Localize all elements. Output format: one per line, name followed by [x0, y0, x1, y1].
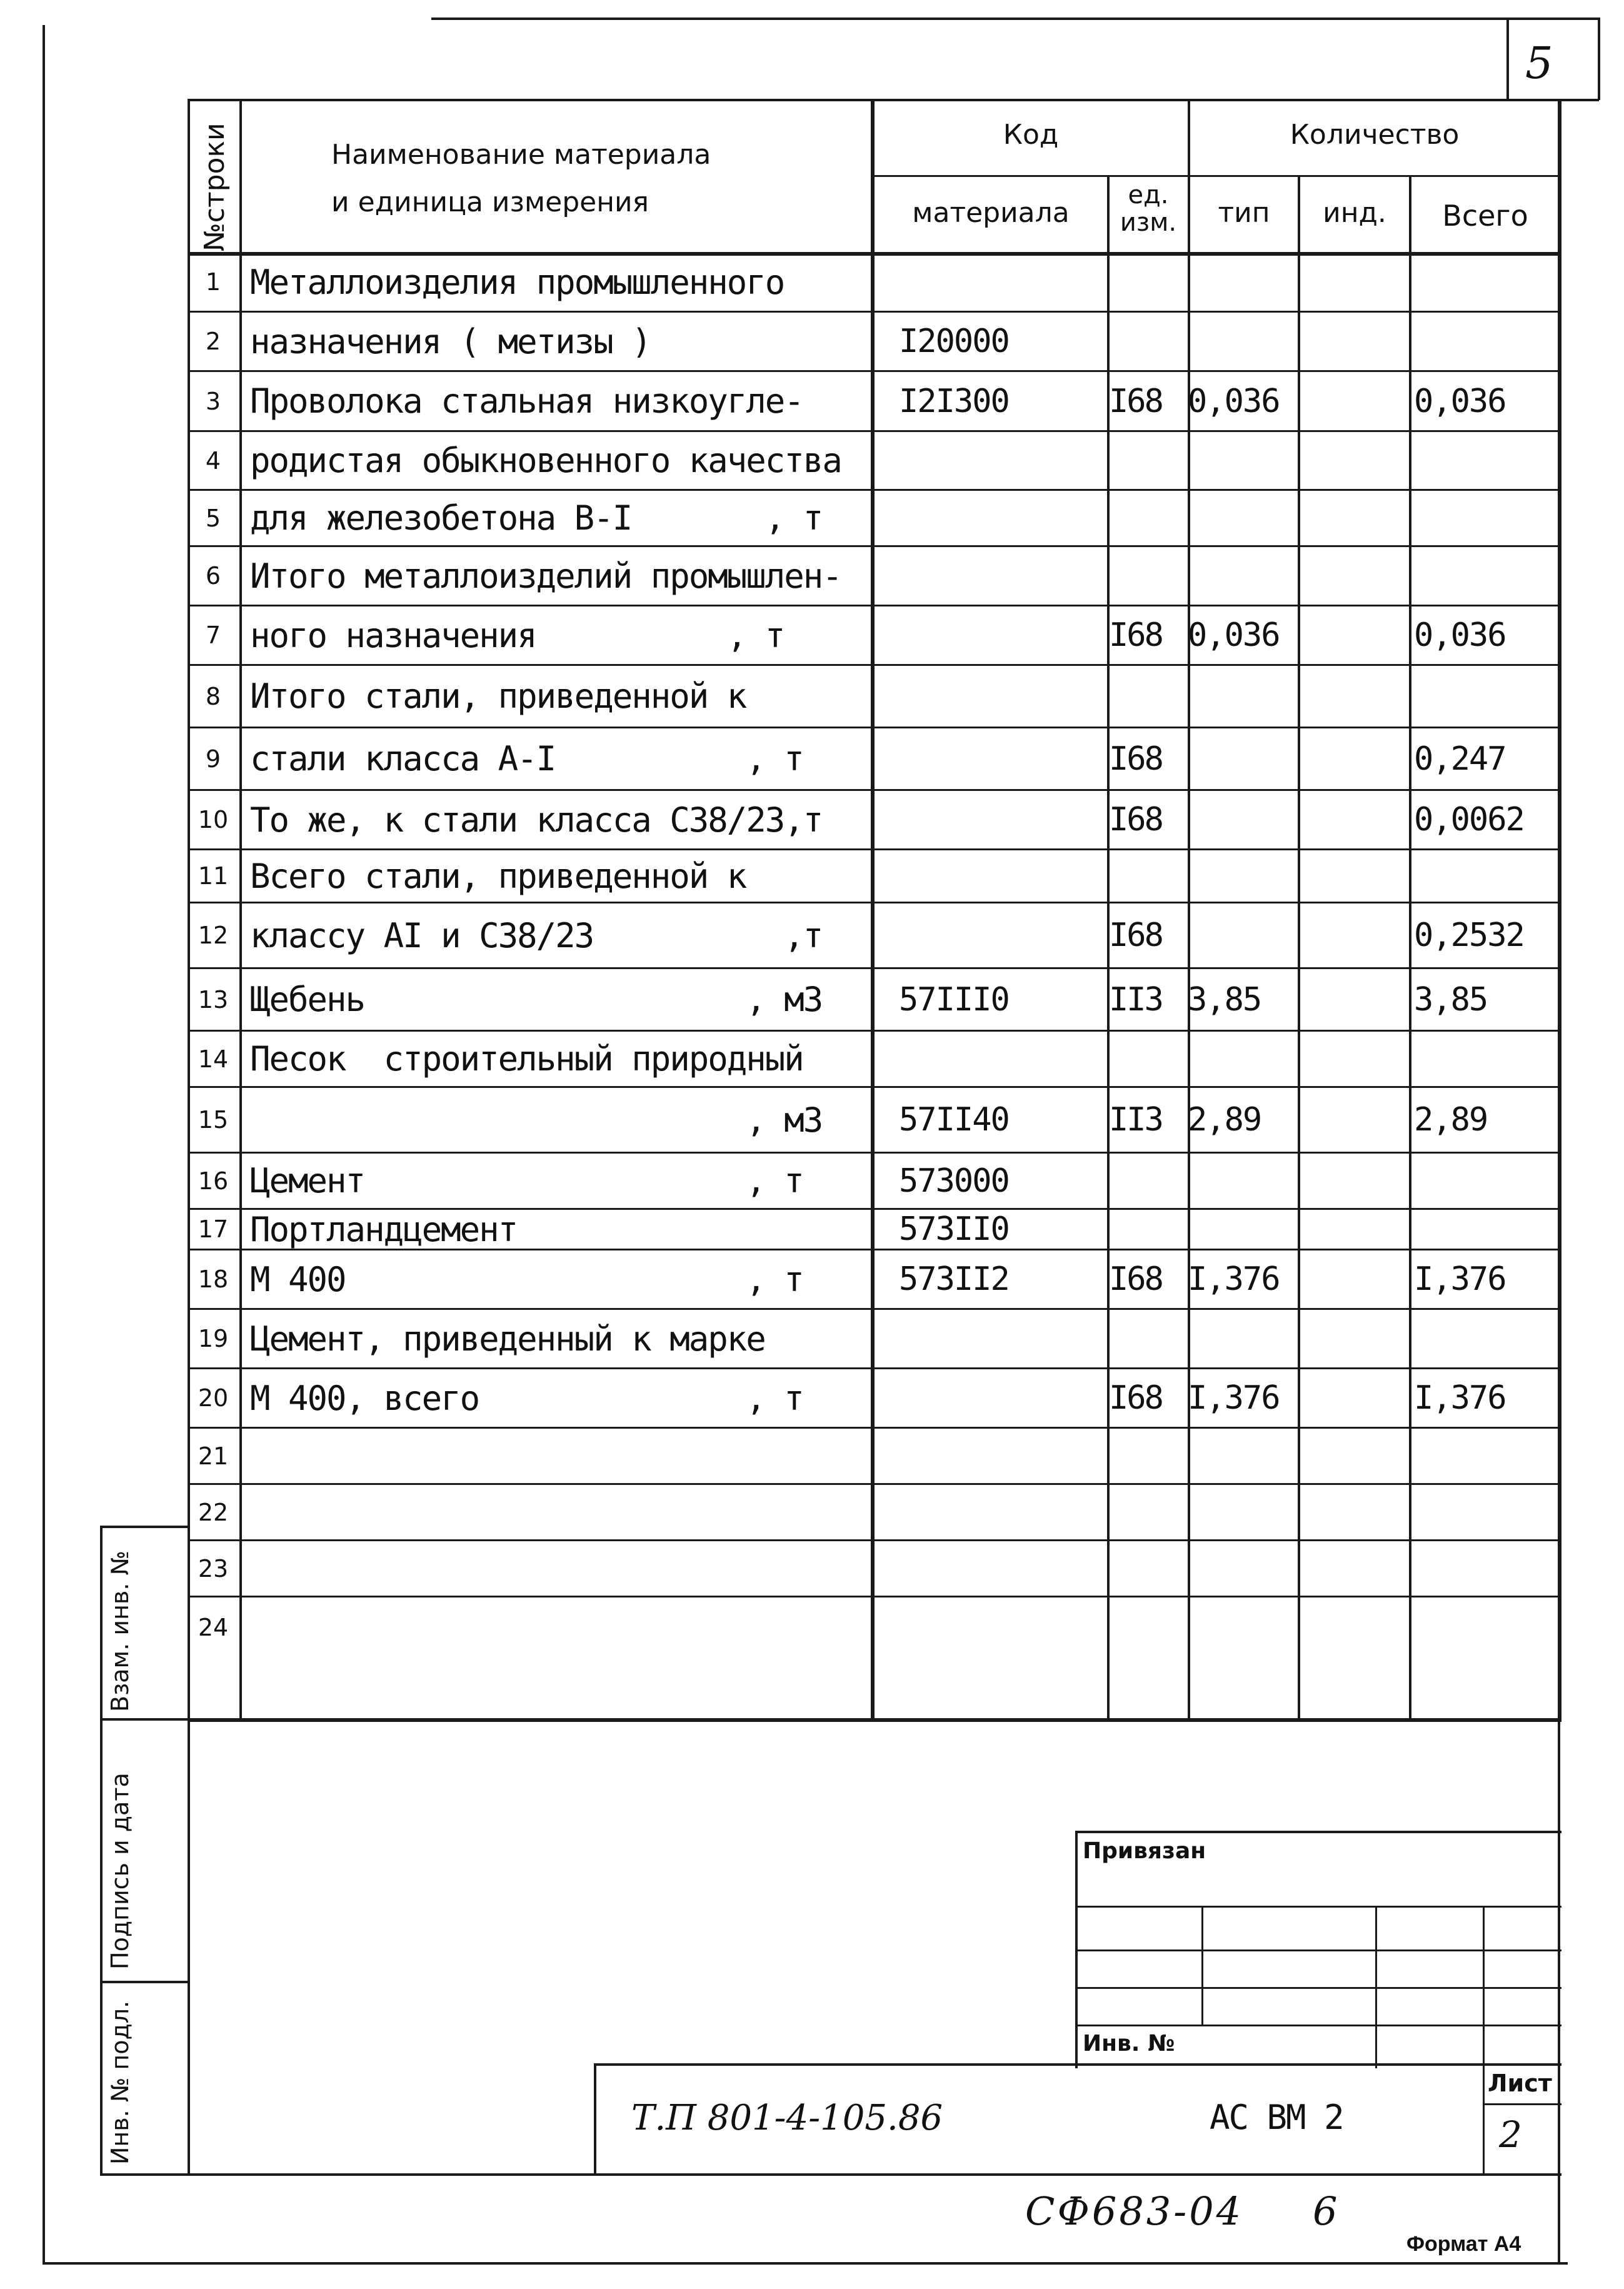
row-qty-ind [1300, 969, 1413, 1030]
row-number: 5 [205, 504, 221, 532]
tb-grid-h4 [1075, 2025, 1561, 2026]
row-number: 2 [205, 328, 221, 355]
footer-number: 6 [1313, 2188, 1338, 2234]
format-label: Формат А4 [1406, 2232, 1521, 2256]
row-name: родистая обыкновенного качества [250, 441, 841, 480]
table-row [188, 547, 1561, 606]
table-row [188, 432, 1561, 491]
row-name: Проволока стальная низкоугле- [250, 381, 803, 421]
row-name: М 400, всего , т [250, 1378, 803, 1418]
table-row [188, 313, 1561, 372]
row-qty-tip [1188, 728, 1300, 789]
row-qty-total [1414, 1032, 1564, 1086]
frame-left [43, 25, 45, 2263]
row-number: 9 [205, 745, 221, 773]
tb-grid-h2 [1075, 1949, 1561, 1951]
row-unit: I68 [1109, 1379, 1162, 1417]
row-code [893, 1310, 1124, 1367]
row-name: для железобетона В-I , т [250, 498, 823, 538]
header-code-unit: ед. изм. [1120, 181, 1177, 237]
row-number: 12 [198, 922, 229, 949]
row-qty-ind [1300, 903, 1413, 967]
row-code: I20000 [899, 323, 1009, 360]
row-number: 23 [198, 1554, 229, 1582]
row-qty-total [1414, 547, 1564, 605]
row-number: 21 [198, 1442, 229, 1470]
row-qty-total [1414, 850, 1564, 902]
row-qty-tip [1188, 1310, 1300, 1367]
row-qty-tip [1188, 1429, 1300, 1483]
row-qty-tip: 2,89 [1188, 1101, 1261, 1139]
tb-sheet-label: Лист [1488, 2070, 1552, 2097]
tb-doc-code: Т.П 801-4-105.86 [631, 2098, 943, 2138]
row-qty-ind [1300, 666, 1413, 727]
header-subrow-line [871, 175, 1561, 177]
row-name: , м3 [250, 1100, 823, 1140]
row-qty-total [1414, 666, 1564, 727]
row-qty-ind [1300, 1429, 1413, 1483]
row-code [893, 666, 1124, 727]
row-qty-ind [1300, 1088, 1413, 1152]
row-code [893, 253, 1124, 311]
row-name: Песок строительный природный [250, 1039, 803, 1079]
row-number: 11 [198, 862, 229, 890]
row-unit: II3 [1109, 1101, 1162, 1139]
row-qty-tip: 3,85 [1188, 980, 1261, 1019]
tb-privyazan-label: Привязан [1083, 1838, 1206, 1864]
row-unit [1109, 491, 1190, 545]
row-qty-ind [1300, 1541, 1413, 1596]
tb-grid-v2 [1375, 1906, 1377, 2068]
row-unit [1109, 313, 1190, 370]
tb-sheet-divider [1483, 2103, 1561, 2105]
row-name: классу АI и С38/23 ,т [250, 915, 823, 955]
row-name: Цемент , т [250, 1161, 803, 1200]
table-row [188, 1154, 1561, 1210]
row-unit: I68 [1109, 1260, 1162, 1298]
table-row [188, 1088, 1561, 1154]
row-code [893, 432, 1124, 489]
row-number: 4 [205, 446, 221, 475]
row-number: 22 [198, 1498, 229, 1526]
row-unit [1109, 1210, 1190, 1249]
row-code [893, 1032, 1124, 1086]
header-q-tip: тип [1218, 197, 1270, 229]
row-code [893, 1541, 1124, 1596]
row-name: Всего стали, приведенной к [250, 856, 746, 896]
row-qty-total: 0,0062 [1414, 801, 1524, 838]
row-qty-total [1414, 1485, 1564, 1539]
row-qty-ind [1300, 791, 1413, 848]
row-unit: II3 [1109, 980, 1162, 1019]
row-number: 14 [198, 1045, 229, 1073]
row-number: 16 [198, 1167, 229, 1195]
row-code: 573II2 [899, 1260, 1009, 1298]
frame-top [431, 18, 1600, 20]
table-row [188, 666, 1561, 728]
row-code [893, 903, 1124, 967]
row-code [893, 1485, 1124, 1539]
row-qty-tip [1188, 253, 1300, 311]
row-number: 15 [198, 1106, 229, 1134]
row-code [893, 728, 1124, 789]
header-code: Код [1003, 119, 1059, 151]
row-qty-ind [1300, 1597, 1413, 1657]
row-number: 17 [198, 1215, 229, 1243]
row-qty-total [1414, 313, 1564, 370]
row-unit: I68 [1109, 917, 1162, 954]
table-row [188, 850, 1561, 903]
header-quantity: Количество [1290, 119, 1460, 151]
table-row [188, 372, 1561, 432]
row-qty-tip: I,376 [1188, 1379, 1280, 1417]
row-qty-tip: 0,036 [1188, 616, 1280, 654]
tb-grid-h3 [1075, 1987, 1561, 1989]
table-top [188, 99, 1563, 101]
row-qty-total: I,376 [1414, 1379, 1506, 1417]
row-qty-tip [1188, 313, 1300, 370]
row-unit [1109, 850, 1190, 902]
row-qty-ind [1300, 1032, 1413, 1086]
row-name: Цемент, приведенный к марке [250, 1319, 765, 1359]
table-row [188, 969, 1561, 1032]
side-stamp-div1 [100, 1718, 190, 1721]
row-name: Металлоизделия промышленного [250, 262, 784, 302]
row-qty-total: 0,2532 [1414, 917, 1524, 954]
frame-bottom [43, 2262, 1568, 2265]
row-code [893, 1369, 1124, 1427]
tb-main-top [594, 2063, 1561, 2066]
row-qty-tip [1188, 547, 1300, 605]
row-code [893, 491, 1124, 545]
row-number: 20 [198, 1384, 229, 1412]
tb-privyazan-top [1075, 1831, 1561, 1833]
table-row [188, 1429, 1561, 1485]
row-number: 1 [205, 268, 221, 296]
row-unit [1109, 1597, 1190, 1657]
row-unit [1109, 1310, 1190, 1367]
row-qty-tip [1188, 850, 1300, 902]
table-row [188, 1597, 1561, 1657]
row-code [893, 850, 1124, 902]
header-name [263, 131, 931, 226]
row-name: М 400 , т [250, 1259, 803, 1299]
header-code-material: материала [912, 197, 1070, 229]
row-number: 8 [205, 682, 221, 710]
table-row [188, 491, 1561, 547]
side-stamp-top [100, 1526, 190, 1528]
row-qty-ind [1300, 1154, 1413, 1208]
footer-code: СФ683-04 [1025, 2188, 1244, 2234]
page-number: 5 [1525, 38, 1553, 89]
row-name: Щебень , м3 [250, 980, 823, 1019]
row-qty-total [1414, 1597, 1564, 1657]
row-qty-total [1414, 432, 1564, 489]
row-code: 57II40 [899, 1101, 1009, 1139]
row-unit [1109, 432, 1190, 489]
row-number: 18 [198, 1265, 229, 1293]
row-unit [1109, 547, 1190, 605]
row-qty-tip [1188, 432, 1300, 489]
row-number: 19 [198, 1325, 229, 1352]
row-code [893, 606, 1124, 664]
row-code [893, 1429, 1124, 1483]
row-qty-ind [1300, 432, 1413, 489]
row-qty-tip [1188, 1154, 1300, 1208]
row-qty-ind [1300, 850, 1413, 902]
row-name: То же, к стали класса С38/23,т [250, 800, 823, 840]
row-number: 6 [205, 562, 221, 590]
row-qty-ind [1300, 491, 1413, 545]
row-unit [1109, 1541, 1190, 1596]
row-qty-total [1414, 1429, 1564, 1483]
row-qty-tip: 0,036 [1188, 382, 1280, 420]
row-qty-tip [1188, 491, 1300, 545]
row-name: Итого металлоизделий промышлен- [250, 556, 841, 596]
row-qty-ind [1300, 1485, 1413, 1539]
page-box-right [1598, 19, 1600, 100]
row-code [893, 1597, 1124, 1657]
row-qty-total: I,376 [1414, 1260, 1506, 1298]
page-box-left [1506, 19, 1509, 100]
row-qty-total [1414, 1541, 1564, 1596]
row-name: назначения ( метизы ) [250, 321, 651, 361]
row-qty-tip [1188, 903, 1300, 967]
row-qty-total: 3,85 [1414, 980, 1488, 1019]
tb-doc-mark: АС ВМ 2 [1210, 2098, 1343, 2137]
table-row [188, 606, 1561, 666]
row-code [893, 791, 1124, 848]
table-row [188, 1541, 1561, 1597]
row-unit: I68 [1109, 616, 1162, 654]
row-qty-tip [1188, 666, 1300, 727]
table-row [188, 1369, 1561, 1429]
row-qty-total [1414, 253, 1564, 311]
row-qty-ind [1300, 253, 1413, 311]
tb-grid-v3 [1483, 1906, 1485, 2176]
row-code: I2I300 [899, 382, 1009, 420]
row-qty-tip [1188, 1032, 1300, 1086]
tb-inv-no-label: Инв. № [1083, 2031, 1175, 2056]
row-qty-total [1414, 491, 1564, 545]
row-qty-tip [1188, 1541, 1300, 1596]
row-code: 573000 [899, 1162, 1009, 1200]
side-vzam-inv: Взам. инв. № [106, 1550, 134, 1712]
row-qty-tip [1188, 1597, 1300, 1657]
header-row-no: №строки [199, 123, 231, 251]
row-qty-total: 2,89 [1414, 1101, 1488, 1139]
row-unit: I68 [1109, 740, 1162, 778]
row-qty-ind [1300, 313, 1413, 370]
side-stamp-bottom [100, 2173, 1561, 2176]
tb-main-left [594, 2063, 596, 2176]
table-row [188, 1032, 1561, 1088]
header-q-ind: инд. [1323, 197, 1386, 229]
row-number: 10 [198, 806, 229, 833]
tb-grid-h1 [1075, 1906, 1561, 1908]
row-qty-ind [1300, 372, 1413, 430]
side-stamp-div2 [100, 1981, 190, 1983]
row-unit [1109, 1429, 1190, 1483]
row-qty-ind [1300, 606, 1413, 664]
row-code: 573II0 [899, 1210, 1009, 1248]
row-unit [1109, 1154, 1190, 1208]
side-podpis-data: Подпись и дата [106, 1773, 134, 1970]
header-q-total: Всего [1442, 199, 1528, 233]
row-unit [1109, 666, 1190, 727]
row-number: 24 [198, 1613, 229, 1641]
row-number: 3 [205, 387, 221, 415]
row-qty-ind [1300, 728, 1413, 789]
row-qty-total [1414, 1310, 1564, 1367]
table-row [188, 253, 1561, 313]
row-code [893, 547, 1124, 605]
row-name: Итого стали, приведенной к [250, 677, 746, 716]
row-qty-tip: I,376 [1188, 1260, 1280, 1298]
row-unit: I68 [1109, 801, 1162, 838]
table-row [188, 903, 1561, 969]
row-qty-total: 0,247 [1414, 740, 1506, 778]
row-qty-tip [1188, 1210, 1300, 1249]
row-name: стали класса А-I , т [250, 739, 803, 778]
side-inv-podl: Инв. № подл. [106, 2000, 134, 2165]
row-qty-tip [1188, 1485, 1300, 1539]
table-row [188, 1310, 1561, 1369]
row-unit [1109, 1032, 1190, 1086]
row-qty-ind [1300, 1310, 1413, 1367]
row-qty-ind [1300, 1369, 1413, 1427]
row-number: 13 [198, 985, 229, 1014]
table-row [188, 1250, 1561, 1310]
row-qty-total: 0,036 [1414, 382, 1506, 420]
header-name-text: Наименование материала и единица измерения [331, 139, 711, 218]
row-qty-ind [1300, 547, 1413, 605]
row-qty-total [1414, 1154, 1564, 1208]
row-number: 7 [205, 621, 221, 649]
row-qty-ind [1300, 1250, 1413, 1308]
row-name: Портландцемент [250, 1209, 518, 1249]
table-bottom [188, 1718, 1561, 1722]
row-qty-total: 0,036 [1414, 616, 1506, 654]
side-stamp-left [100, 1526, 103, 2176]
table-row [188, 1210, 1561, 1250]
tb-grid-v1 [1201, 1906, 1203, 2025]
table-row [188, 791, 1561, 850]
tb-sheet-no: 2 [1499, 2113, 1522, 2156]
table-row [188, 1485, 1561, 1541]
row-qty-total [1414, 1210, 1564, 1249]
row-unit [1109, 1485, 1190, 1539]
row-unit: I68 [1109, 382, 1162, 420]
row-unit [1109, 253, 1190, 311]
row-name: ного назначения , т [250, 615, 784, 655]
table-row [188, 728, 1561, 791]
row-code: 57III0 [899, 980, 1009, 1019]
row-qty-ind [1300, 1210, 1413, 1249]
row-qty-tip [1188, 791, 1300, 848]
